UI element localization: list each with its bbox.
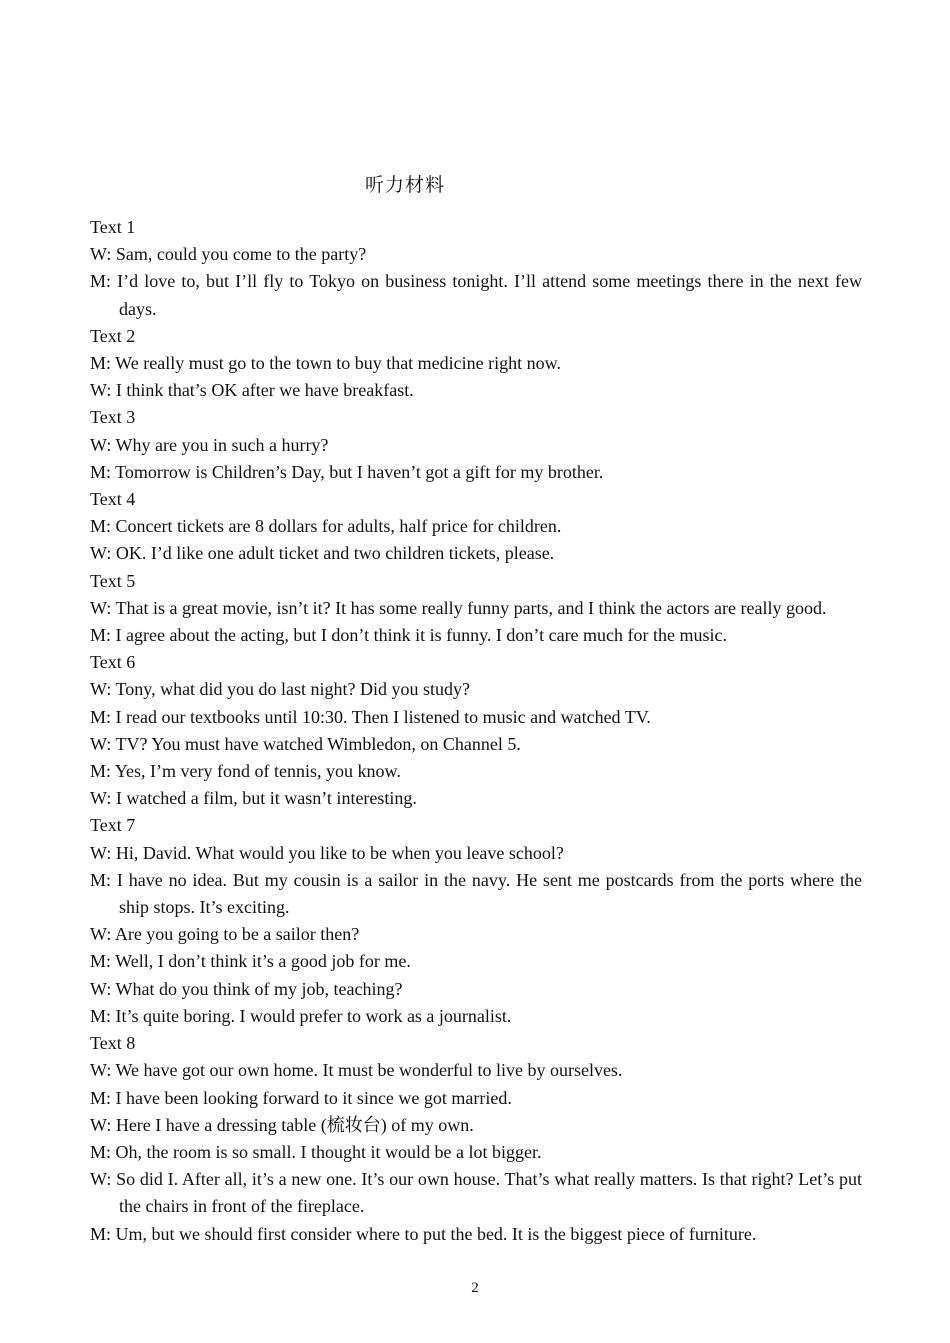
- section-heading: Text 8: [90, 1033, 136, 1054]
- section-heading: Text 5: [90, 570, 136, 591]
- dialogue-line: W: Why are you in such a hurry?: [90, 434, 329, 455]
- dialogue-line: W: That is a great movie, isn’t it? It has some really funny parts, and I think the actors are really good.: [90, 597, 827, 618]
- dialogue-line: M: Oh, the room is so small. I thought it would be a lot bigger.: [90, 1141, 542, 1162]
- dialogue-line: W: I think that’s OK after we have breakfast.: [90, 380, 414, 401]
- dialogue-line: M: I read our textbooks until 10:30. Then I listened to music and watched TV.: [90, 706, 651, 727]
- dialogue-line: M: Tomorrow is Children’s Day, but I haven’t got a gift for my brother.: [90, 461, 604, 482]
- page-title: 听力材料: [364, 174, 445, 196]
- dialogue-line: W: Tony, what did you do last night? Did you study?: [90, 679, 471, 700]
- dialogue-line: W: Here I have a dressing table (梳妆台) of my own.: [90, 1114, 474, 1135]
- section-heading: Text 2: [90, 325, 136, 346]
- section-heading: Text 1: [90, 217, 136, 237]
- dialogue-line: M: It’s quite boring. I would prefer to work as a journalist.: [90, 1005, 512, 1026]
- dialogue-line: W: TV? You must have watched Wimbledon, on Channel 5.: [90, 733, 521, 754]
- dialogue-line: W: OK. I’d like one adult ticket and two children tickets, please.: [90, 543, 555, 564]
- dialogue-line: W: Are you going to be a sailor then?: [90, 924, 360, 945]
- page-number: 2: [471, 1280, 479, 1296]
- section-heading: Text 3: [90, 407, 136, 428]
- transcript-body: [90, 214, 862, 1248]
- dialogue-line: M: Concert tickets are 8 dollars for adults, half price for children.: [90, 516, 562, 537]
- dialogue-line: M: I’d love to, but I’ll fly to Tokyo on business tonight. I’ll attend some meetings there in the next few days.: [90, 271, 862, 319]
- section-heading: Text 4: [90, 489, 136, 510]
- dialogue-line: M: I have been looking forward to it since we got married.: [90, 1087, 512, 1108]
- dialogue-line: M: Well, I don’t think it’s a good job for me.: [90, 951, 411, 972]
- dialogue-line: M: Yes, I’m very fond of tennis, you know.: [90, 761, 401, 782]
- dialogue-line: M: I agree about the acting, but I don’t think it is funny. I don’t care much for the music.: [90, 625, 728, 646]
- dialogue-line: W: We have got our own home. It must be wonderful to live by ourselves.: [90, 1060, 623, 1081]
- dialogue-line: M: I have no idea. But my cousin is a sailor in the navy. He sent me postcards from the ports where the ship stops. It’s exciting.: [90, 869, 862, 918]
- section-heading: Text 7: [90, 815, 136, 836]
- dialogue-line: W: I watched a film, but it wasn’t interesting.: [90, 788, 417, 809]
- section-heading: Text 6: [90, 652, 136, 673]
- dialogue-line: W: So did I. After all, it’s a new one. It’s our own house. That’s what really matters. Is that right? Let’s put the chairs in front of the fireplace.: [90, 1169, 862, 1217]
- dialogue-line: W: Hi, David. What would you like to be when you leave school?: [90, 842, 564, 863]
- dialogue-line: M: Um, but we should first consider where to put the bed. It is the biggest piece of furniture.: [90, 1223, 757, 1244]
- dialogue-line: W: Sam, could you come to the party?: [90, 244, 367, 265]
- dialogue-line: M: We really must go to the town to buy that medicine right now.: [90, 353, 561, 374]
- dialogue-line: W: What do you think of my job, teaching?: [90, 978, 403, 999]
